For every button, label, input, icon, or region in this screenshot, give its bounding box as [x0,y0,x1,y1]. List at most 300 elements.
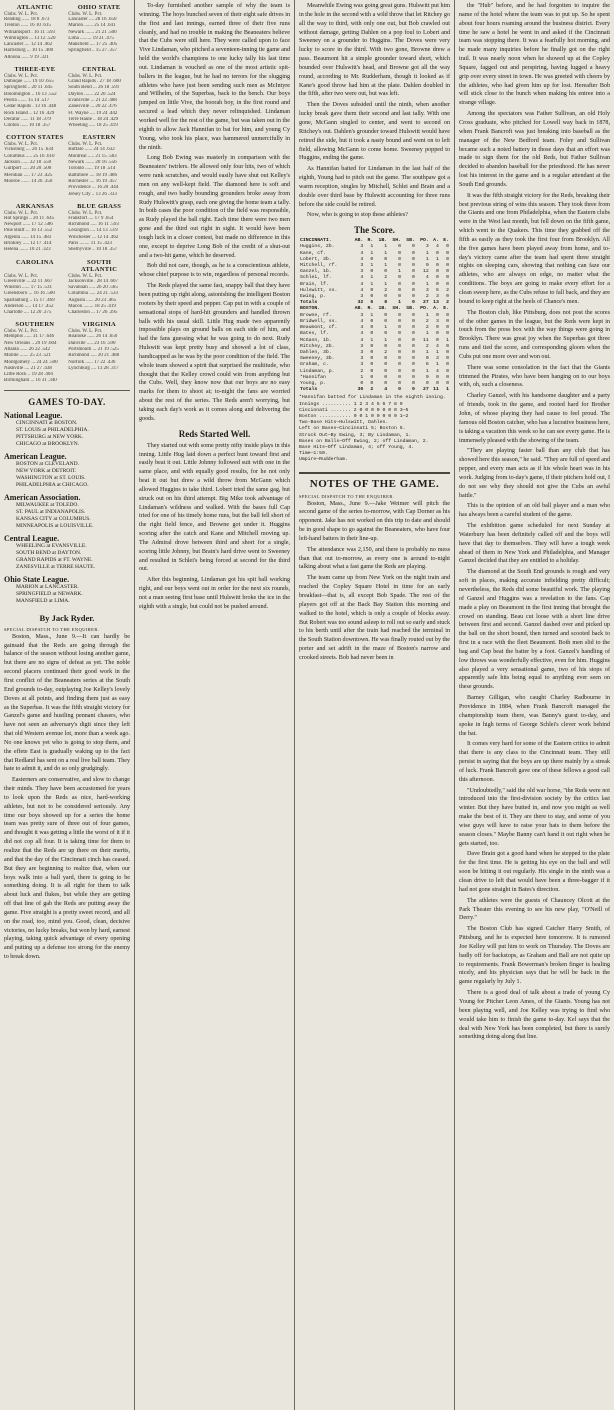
box-cell: Browne, rf. [300,312,332,318]
box-cell: 2 [370,387,374,393]
column-notes [454,0,614,1410]
standing-team: Rock Island .. 12 16 .429 [4,110,55,116]
standing-team: Rochester .... 16 19 .457 [68,178,118,184]
box-cell: 0 [384,380,388,386]
box-cell: 0 [435,374,439,380]
box-cell: 0 [370,287,374,293]
box-cell: 1 [384,325,388,331]
box-cell: 0 [412,368,415,374]
box-cell: 4 [435,244,439,250]
standing-team: Columbus ..... 25 16 .610 [4,153,55,159]
box-cell: 0 [435,380,439,386]
box-cell: 4 [360,337,364,343]
league-pair [4,134,130,197]
note-paragraph: There was some consolation in the fact that the Giants trimmed the Pirates, who have been hanging on to our boys with, oh, such a closeness. [459,364,610,389]
league-pair [4,203,130,254]
standing-team: Providence ... 16 20 .444 [68,185,119,191]
standing-team: Clinton ...... 10 18 .357 [4,123,51,129]
box-cell: 1 [370,250,374,256]
box-cell: 1B. [378,238,388,244]
note-paragraph: The diamond at the South End grounds is rough and very soft in places, making accurate infielding pretty difficult; nevertheless, the Reds did some beautiful work. The playing of Ganzel and Huggins was a revelation to the fans. Cap made a play on Beaumont in the first inning that brought the crowd on standing. Beau cut loose with a short line drive between first and second. Ganzel dashed over and picked up the ball on the short bound, then turned and scooted back to first in a race with the fleet Beaumont. Both men slid to the bag and Cap beat the batter by a foot. Ganzel's handling of low throws was wonderfully effective, even for him. Huggins also played a very sensational game, two of his stops of apparently safe hits being equal to anything ever seen on these grounds. [459,569,610,691]
box-cell: SB. [406,306,415,312]
byline: By Jack Ryder. [39,612,95,623]
box-cell: 4 [360,287,364,293]
league-name: VIRGINIA [82,321,117,329]
box-cell: 1 [384,263,388,269]
standing-team: Harrisburg ... 10 15 .400 [4,48,54,54]
box-cell: 0 [425,263,429,269]
standings-sub: Clubs. W. L. Pct. [4,12,39,17]
box-cell: 0 [384,356,388,362]
box-cell: 0 [412,269,415,275]
standings-sub: Clubs. W. L. Pct. [4,210,39,216]
standing-team: Mobile ....... 25 23 .521 [4,353,51,359]
standing-team: Columbia ..... 24 21 .533 [68,291,118,297]
box-cell: 1 [398,269,402,275]
box-cell: 0 [412,250,415,256]
standing-team: Memphis ...... 31 17 .646 [4,334,55,340]
standing-team: Newark ....... 20 16 .556 [68,160,117,166]
league-name: CAROLINA [15,258,54,266]
standing-team: Montgomery ... 24 24 .500 [4,359,58,365]
schedule-game: PITTSBURG at NEW YORK. [16,433,84,440]
box-cell: 4 [360,318,364,324]
box-cell: Ritchey, 2b. [300,343,335,349]
standing-team: Decatur ...... 11 18 .379 [4,116,51,122]
box-cell: Bridwell, ss. [300,318,338,324]
standing-team: Richmond ..... 16 11 .593 [68,222,119,228]
standing-team: Norfolk ...... 17 22 .436 [68,359,116,365]
standings-sub: Clubs. W. L. Pct. [4,142,39,148]
standing-team: Newport ...... 17 12 .586 [4,222,53,228]
sub-heading-reds-started-well: Reds Started Well. [178,428,251,439]
standing-team: Birmingham ... 16 31 .340 [4,378,57,384]
box-cell: 0 [370,269,374,275]
box-cell: 0 [384,294,388,300]
story-paragraph: To-day furnished another sample of why the team is winning. The boys bunched seven of their eight safe drives in the first and last innings, earned three of their five runs cleanly, and had no trouble in making the Beaneaters believe that the Cubs were still here. They were called upon to face Vive Lindaman, who pitched a seventeen-inning tie game and held the world's champions to one lucky tally his last time out. Lindaman is vouched as one of the most artistic spit-ballers in the league, but he had no terrors for the slugging athletes who have just been sending such men as McIntyre and Wilhelm, of the Superbas, back to the bench. Our boys jumped on little Vive, the boorah boy, in the first round and secured a lead which they never relinquished. Lindaman worked well for the rest of the game, but was taken out in the eighth to allow Jack Hannifan to bat for him, and young Cy Young, who took his place, was hammered unmercifully in the ninth. [139,3,290,151]
box-cell: 0 [398,244,402,250]
note-paragraph: Among the spectators was Father Sullivan, an old Holy Cross graduate, who pitched for Lowell way back in 1878, when Frank Bancroft was just breaking into baseball as the manager of the New Bedford team. Foley and Sullivan became such a noted battery in those days that an effort was made to sign them for the old Reds, but Father Sullivan decided to abandon baseball for the priesthood. He has never lost his interest in the game and is a regular attendant at the South End grounds. [459,111,610,188]
box-cell: AB. [354,238,364,244]
box-cell: 0 [435,331,439,337]
box-cell: 3 [360,294,364,300]
box-cell: 0 [384,312,388,318]
standing-team: Grand Rapids . 27 18 .600 [68,79,121,85]
league-name: OHIO STATE [77,4,121,11]
standing-team: Ft. Wayne .... 19 24 .442 [68,110,118,116]
box-cell: 1B. [378,306,388,312]
note-paragraph: "They are playing faster ball than any club that has showed here this season," he said. "They are full of speed and pepper, and every man acts as if his whole heart was in his work. Judging from to-day's game, if their pitchers hold out, I do not see why they should not give the Cubs an awful battle." [459,448,610,499]
box-cell: 1 [370,263,374,269]
box-cell: 3 [360,269,364,275]
note-paragraph: the "Hub" before, and he had forgotten to inquire the name of the hotel where the team was to put up. So he spent about four hours roaming around the business district. Every time he saw a hotel he went in and asked if the Cincinnati team was stopping there. It was a fearfully hot morning, and he made many inquiries before he finally got on the right trail. It was nearly noon when he showed up at the Copley Square, fagged out and perspiring, having lugged a heavy grip over every street in town. He was greeted with cheers by the athletes, who had given him up for lost. Hereafter Bob will stick close to the bunch when making his entree into a strange village. [459,3,610,107]
standing-team: Richmond ..... 20 21 .488 [68,353,120,359]
box-cell: 0 [384,362,388,368]
story-paragraph: Boston, Mass., June 9.—It can hardly be gainsaid that the Reds are going through the balance of the season without losing another game, but there are no signs of defeat as yet. The noble second placers continued their good work in the first conflict of the Beaneaters series at the South End grounds to-day, outplaying Joe Kelley's lovely Doves at all points, and finding them just as easy as the Superbas. It was the fifth straight victory for Ganzel's game and hustling pennant chasers, who have not seen an adversary's digit since they left that old Western avenue lot, more than a week ago. No one knows yet who is going to stop them, and the effete East is gradually waking up to the fact that Redland has sent on a real live ball team. They hate to admit it, and do so only grudgingly. [4,633,130,773]
box-cell: 0 [446,368,449,374]
standing-team: Winchester ... 12 14 .462 [68,234,119,240]
box-cell: 3 [435,356,439,362]
schedule-game: MINNEAPOLIS at LOUISVILLE. [16,522,94,529]
standing-team: Lancaster .... 28 16 .650 [68,17,117,22]
standings-row [4,310,130,316]
box-cell: 2 [360,368,364,374]
standing-team: Baltimore .... 18 19 .486 [68,172,118,178]
box-cell: E. [443,238,449,244]
box-cell: Totals [300,300,318,306]
box-note-line: Struck Out—By Ewing, 3; By Lindaman, 1. [299,432,412,438]
box-cell: 0 [412,337,415,343]
box-cell: 13 [433,300,439,306]
standings-sub: Clubs. W. L. Pct. [68,74,103,80]
standing-team: Atlanta ...... 26 22 .542 [4,346,50,352]
box-score-table [299,238,450,393]
box-cell: 0 [425,356,429,362]
standing-team: Lexington .... 14 13 .519 [68,228,118,234]
box-cell: 0 [446,250,449,256]
box-cell: Totals [300,387,318,393]
note-paragraph: The Boston Club has signed Catcher Harry Smith, of Pittsburg, and he is expected here tomorrow. It is rumored Joe Kelley will put him to work on Thursday. The Doves are badly off for backstops, as Graham and Ball are not quite up to requirements. Frank Bowerman's broken finger is healing nicely, and his physician says that he will be back in the game regularly by July 1. [459,926,610,986]
box-score-notes [299,395,450,463]
box-cell: 0 [370,343,374,349]
box-cell: 0 [360,380,364,386]
league-pair [4,66,130,129]
standings-sub: Clubs. W. L. Pct. [68,12,103,17]
story-paragraph: The Reds played the same fast, snappy ball that they have been putting up right along, astonishing the intelligent Boston rooters by their speed and pepper. Cap put in with a couple of sensational stops of hard-hit grounders and handled thrown balls with his usual skill. Little Hug made two apparently impossible plays on ground balls on each side of him, and had the fans guessing what he was going to do next. Rudy Hulswitt was kept pretty busy and showed a lot of class, handicapped as he was by the poor condition of the field. The whole team showed a spirit that surprised the multitude, who thought that the Kelley crowd could win from anything but the Cubs. Well, they know now that our boys are no easy marks for them to shoot at; to-night the fans are worried about the rest of the series. The Reds aren't worrying, but taking each day's work as it comes along and delivering the goods. [139,283,290,422]
standings-sub: Clubs. W. L. Pct. [4,74,39,80]
box-cell: 0 [446,269,449,275]
box-cell: 1 [446,387,449,393]
box-cell: 0 [384,318,388,324]
story-part-2 [139,2,290,424]
story-paragraph: Now, who is going to stop these athletes? [307,212,408,219]
box-cell: 0 [446,281,449,287]
box-cell: 1 [370,281,374,287]
note-paragraph: The athletes were the guests of Chauncey Olcott at the Park Theater this evening to see his new play, "O'Neill of Derry." [459,897,610,922]
standing-team [4,192,66,198]
box-cell: Schlei, lf. [300,275,332,281]
box-cell: 1 [370,244,374,250]
story-part-1 [4,633,130,962]
box-cell: 0 [425,374,429,380]
box-cell: 0 [370,331,374,337]
box-cell: Beaumont, cf. [300,325,338,331]
box-cell: Ewing, p. [300,294,326,300]
standing-team: Trenton ...... 16 10 .615 [4,23,51,29]
games-today-heading: GAMES TO-DAY. [28,396,106,407]
box-cell: 27 [422,300,429,306]
league-names [4,203,130,210]
box-cell: 0 [370,294,374,300]
box-cell: 2 [446,300,449,306]
standing-team: Marion ....... 25 14 .641 [68,23,116,29]
standings-sub: Clubs. W. L. Pct. [4,329,39,335]
standings-sub: Clubs. W. L. Pct. [68,329,103,335]
box-cell: 0 [412,380,415,386]
box-cell: 0 [446,380,449,386]
box-cell: 3 [360,349,364,355]
box-cell: 0 [446,356,449,362]
notes-heading: NOTES OF THE GAME. [299,472,450,490]
box-cell: 1 [398,300,402,306]
standing-team: Danville ..... 23 16 .590 [68,340,116,346]
box-cell: 0 [412,281,415,287]
schedule-league: American Association. [4,492,81,502]
box-cell: *Hannifan [300,374,326,380]
box-cell: 2 [384,287,388,293]
box-cell: 2 [425,294,429,300]
story-part-3 [139,442,290,612]
note-paragraph: The attendance was 2,150, and there is probably no mess than that out to-morrow, as every one is around to-night talking about what a fast game the Reds are playing. [299,546,450,571]
box-cell: A. [433,306,439,312]
standing-team: Savannah ..... 26 20 .565 [68,284,118,290]
box-note-line: Left on Bases—Cincinnati 5; Boston 5. [299,426,406,432]
standing-team: Nashville .... 21 27 .438 [4,365,52,371]
box-cell: 5 [370,300,374,306]
standing-team: Meridian ..... 17 23 .425 [4,172,53,178]
standing-team: Dubuque ...... 19 10 .655 [4,79,54,85]
box-cell: R. [367,306,374,312]
box-cell: 1 [370,312,374,318]
box-note-line: Umpire—Rudderham. [299,457,348,463]
box-cell: 0 [446,263,449,269]
box-cell: 4 [425,275,429,281]
story-paragraph: Long Bob Ewing was masterly in comparison with the Beaneaters' twirlers. He allowed only four hits, two of which were rank scratches, and would easily have shut out Kelley's men on any well-kept field. The diamond here is soft and rough, and two badly bounding grounders broke away from Rudy Hulswitt's grasp, each one giving the home team a tally. In both cases the poor condition of the field was responsible, as Rudy played the ball right. Each time there were two men gone and the third out right in sight. It would have been tough luck in a closer contest, but made no difference in this one, except to deprive Long Bob of the credit of a shut-out and a two-hit game, which he deserved. [139,155,290,259]
story-part-4 [299,2,450,220]
box-cell: 0 [435,263,439,269]
box-cell: 0 [435,250,439,256]
story-paragraph: Then the Doves subsided until the ninth, when another lucky break gave them their second and last tally. With one gone, McGann singled to center, and went to second on Ritchey's out. Dahlen's grounder toward Hulswitt would have retired the side, but it took a nasty bound and went on to left field, allowing McGann to come home. Sweeney popped to Huggins, ending the game. [299,102,450,162]
standing-team: Dayton ....... 22 20 .524 [68,91,116,97]
boston-totals-row [299,387,450,393]
box-cell: 0 [446,275,449,281]
box-cell: 0 [398,325,402,331]
box-cell: 0 [412,331,415,337]
standing-team: Peoria ....... 15 14 .517 [4,97,50,103]
box-cell: 0 [446,312,449,318]
box-cell: 0 [412,244,415,250]
box-cell: 0 [412,387,415,393]
league-pair [4,4,130,61]
note-paragraph: It was the fifth straight victory for the Reds, breaking their best previous string of wins this season. They took three from the Giants and one from Philadelphia, when the Eastern clubs were in the West last month, but fell down on the fifth game, which went to the Quakers. This time they grabbed off the fifth as easily as they took the first four from Brooklyn. All the five games have been played away from home, and to-day's victory came after the team had spent three straight nights on sleeping cars, showing that nothing can faze our athletes, who are always on edge, no matter what the conditions. The boys are going to make every effort for a clean sweep here, as the Cubs refuse to fall back, and they are bound to keep right at the heels of Chance's men. [459,192,610,305]
standing-team: Bloomington .. 16 13 .552 [4,91,57,97]
box-cell: 1 [435,349,439,355]
box-cell: 11 [422,337,429,343]
league-name: EASTERN [82,134,116,142]
box-cell: 0 [398,387,402,393]
standings-sub: Clubs. W. L. Pct. [4,273,39,279]
standing-team: Newark ....... 21 21 .500 [68,29,117,35]
standing-team: Springfield .. 20 11 .645 [4,85,53,91]
league-names [4,259,130,273]
box-note-line: Time—1:50. [299,451,328,457]
box-cell: 0 [398,380,402,386]
schedule-game: MILWAUKEE at TOLEDO. [16,501,79,508]
box-cell: 1 [384,337,388,343]
league-name: CENTRAL [82,66,117,74]
note-paragraph: The team came up from New York on the night train and reached the Copley Square Hotel in time for an early breakfast—that is, all except Bob Spade. The rest of the players got off at the Back Bay Station this morning and walked to the hotel, which is only a couple of blocks away. But Robert was too sound asleep to roll out so early and stuck to his berth until after the train had reached the terminal in the South Station downtown. He was finally routed out by the porter and set adrift in the maze of Boston's narrow and crooked streets. Bob had never been in [299,575,450,661]
box-cell: 1 [446,337,449,343]
league-names [4,321,130,328]
standing-team: Monroe ....... 14 26 .350 [4,178,53,184]
standings-row [4,378,130,384]
box-cell: 0 [370,362,374,368]
box-cell: 1 [360,374,364,380]
league-name: THREE-EYE [14,66,56,74]
box-cell: 3 [360,362,364,368]
standing-team: Winston ...... 17 15 .531 [4,284,52,290]
league-name: ARKANSAS [15,202,54,210]
box-cell: 0 [446,244,449,250]
league-name: ATLANTIC [16,4,53,11]
notes-part-2 [459,2,610,1042]
standing-team: Wilmington ... 13 12 .520 [4,35,56,41]
story-paragraph: As Hannifan batted for Lindaman in the last half of the eighth, Young had to pitch out the game. The southpaw got a warm reception, singles by Mitchell, Schlei and Brain and a double over third base by Hulswitt accounting for three runs before the side could be retired. [299,166,450,208]
standing-team: Helena ....... 10 21 .323 [4,247,51,253]
standing-team: Toronto ...... 19 18 .514 [68,166,116,172]
box-cell: 3 [360,356,364,362]
box-cell: PO. [420,306,429,312]
box-cell: Mitchell, rf. [300,263,338,269]
box-cell: SB. [406,238,415,244]
standing-team: Spartanburg .. 15 17 .469 [4,297,55,303]
box-cell: 0 [384,374,388,380]
note-paragraph: There is a good deal of talk about a trade of young Cy Young for Pitcher Leon Ames, of the Giants. Young has not been playing well, and Joe Kelley was trying to find who would take him to finish the game to-day. Kel says that the deal with New York has been completed, but there is surely something doing along that line. [459,990,610,1041]
standings-row [4,123,130,129]
box-cell: 0 [384,331,388,337]
schedule-game: ZANESVILLE at TERRE HAUTE. [16,563,96,570]
box-cell: 4 [435,368,439,374]
schedule-game: BOSTON at CLEVELAND. [16,460,79,467]
standing-team: Mansfield .... 17 25 .405 [68,42,118,48]
schedule-game: NEW YORK at DETROIT. [16,467,77,474]
box-cell: 0 [412,294,415,300]
standings-row [4,247,130,253]
box-cell: SH. [392,306,402,312]
box-cell: 1 [425,312,429,318]
standings-row [4,55,130,61]
box-cell: 27 [422,387,429,393]
box-note-line: *Hannifan batted for Lindaman in the eighth inning. [299,395,446,401]
box-cell: 3 [435,294,439,300]
box-cell: 1 [425,256,429,262]
box-cell: 1 [435,256,439,262]
schedule-game: WHEELING at EVANSVILLE. [16,542,87,549]
schedule-league: Ohio State League. [4,574,70,584]
box-cell: 0 [435,269,439,275]
standing-team: Wheeling ..... 18 25 .419 [68,123,118,129]
box-cell: PO. [420,238,429,244]
standing-team: Springfield .. 15 27 .357 [68,48,118,54]
standing-team: Shelbyville .. 10 18 .357 [68,247,118,253]
standing-team: Pine Bluff ... 16 13 .552 [4,228,53,234]
standing-team: Macon ........ 18 25 .419 [68,303,116,309]
league-name: BLUE GRASS [77,202,122,210]
box-cell: 0 [398,349,402,355]
box-cell: 0 [412,349,415,355]
box-cell: 0 [398,275,402,281]
box-cell: Huggins, 2b. [300,244,335,250]
box-cell: 0 [370,380,374,386]
story-paragraph: After this beginning, Lindaman got his spit ball working right, and our boys went out in order for the next six rounds, not a man seeing first base until Hulswitt broke the ice in the eighth with a single, but could not be pushed around. [139,577,290,610]
box-cell: 0 [370,349,374,355]
box-cell: 0 [446,256,449,262]
story-paragraph: Easterners are conservative, and slow to change their minds. They have been accustomed for years to look upon the Reds as nice, hard-working athletes, but not to be considered seriously. Any time our boys showed up for a series the home team was pretty sure of three out of four games, and thought it was getting a little the worst of it if it did not cop all four. It is taking time for them to realize that the Reds are up there on their merits, and that the day of the Cincinnati cinch has ceased. But they are beginning to realize that, when our boys walk into a ball yard, there is going to be something doing. It is all right for them to talk about luck and flukes, but while they are getting off that line of gab the Reds are putting away the game. Five straight is a pretty sweet record, and all on the road, too, mind you. Good, clean, decisive victories, no lucky breaks, but won by hard, earnest playing, taking quick advantage of every opening and putting up a defense too strong for the enemy to break down. [4,777,130,961]
box-cell: 0 [398,356,402,362]
standing-team: Anderson ..... 14 17 .452 [4,303,54,309]
box-cell: 1 [384,281,388,287]
standing-team: Little Rock .. 19 28 .404 [4,372,53,378]
box-cell: 0 [412,325,415,331]
box-cell: 0 [412,362,415,368]
box-cell: 0 [412,275,415,281]
box-cell: 0 [412,300,415,306]
note-paragraph: The exhibition game scheduled for next Sunday at Waterbury has been definitely called off and the boys will have that day to themselves. They will have a tough week ahead of them in New York and Philadelphia, and Manager Ganzel decided that they are entitled to a holiday. [459,523,610,565]
schedule-league: National League. [4,410,63,420]
box-cell: 2 [384,275,388,281]
box-cell: 0 [435,281,439,287]
standings-sub: Clubs. W. L. Pct. [68,142,103,148]
note-paragraph: The Boston club, like Pittsburg, does not post the scores of the other games in the league, but the Reds were kept in touch from the press box with the way things were going in Brooklyn. There was great joy when the Superbas got three runs and tied the score, and corresponding gloom when the Cubs put one more over and won out. [459,309,610,360]
box-cell: 1 [425,331,429,337]
score-heading: The Score. [354,225,395,236]
box-note-line: Two-Base Hits—Hulswitt, Dahlen. [299,420,389,426]
box-cell: Young, p. [300,380,326,386]
league-name: SOUTHERN [15,321,55,329]
box-cell: 0 [446,294,449,300]
league-names [4,134,130,141]
box-cell: 4 [360,331,364,337]
box-cell: 1 [370,275,374,281]
box-cell: 0 [446,362,449,368]
box-cell: 4 [360,275,364,281]
box-cell: Ganzel, 1b. [300,269,332,275]
schedule-game: CINCINNATI at BOSTON. [16,419,78,426]
standing-team: Lima ......... 19 21 .475 [68,35,114,41]
note-paragraph: Boston, Mass., June 9.—Jake Weimer will pitch the second game of the series to-morrow, with Cap Dorner as his opponent. Jake has not worked on this trip to date and should be in good shape to go against the Beaneaters, who have four left-hand batters in their line-up. [299,500,450,542]
box-cell: 0 [398,368,402,374]
box-cell: 0 [435,337,439,343]
league-names [4,4,130,11]
box-cell: Bates, lf. [300,331,329,337]
story-paragraph: Bob did not care, though, as he is a conscientious athlete, whose chief purpose is to win, regardless of personal records. [139,263,290,279]
league-pair [4,259,130,317]
schedule-league: American League. [4,451,67,461]
box-cell: 0 [384,368,388,374]
note-paragraph: It comes very hard for some of the Eastern critics to admit that there is any class to the Cincinnati team. They still persist in saying that the boys are up there mainly by a streak of luck. Frank Bancroft gave one of these fellows a good call this afternoon. [459,741,610,783]
dateline: SPECIAL DISPATCH TO THE ENQUIRER. [4,626,100,632]
box-cell: 0 [398,374,402,380]
schedule-game: MARION at LANCASTER. [16,583,79,590]
box-cell: McGann, 1b. [300,337,332,343]
schedule-game: ST. PAUL at INDIANAPOLIS. [16,508,86,515]
column-box-score [294,0,454,1410]
note-paragraph: "Undoubtedly," said the old war horse, "the Reds were not introduced into the first-division society by the critics last winter. But they have butted in, and now you might as well make the best of it. They are there to stay, and some of you wise guys will have to raise your hats to them before the season closes." Maybe Banny can't hand it out right when he gets started, too. [459,787,610,847]
box-cell: 0 [435,275,439,281]
box-cell: 0 [412,263,415,269]
standing-team [68,378,130,384]
standing-team: Roanoke ...... 26 14 .650 [68,334,118,340]
column-standings [0,0,134,1410]
standing-team: Frankfort .... 17 9 .654 [68,215,114,221]
notes-part-1 [299,500,450,663]
box-cell: 2 [384,349,388,355]
standing-team: Paris ........ 11 15 .423 [68,241,112,247]
league-pair [4,321,130,384]
standing-team: Gulfport ..... 20 20 .500 [4,166,52,172]
box-cell: 0 [412,312,415,318]
schedule-game: PHILADELPHIA at CHICAGO. [16,481,89,488]
